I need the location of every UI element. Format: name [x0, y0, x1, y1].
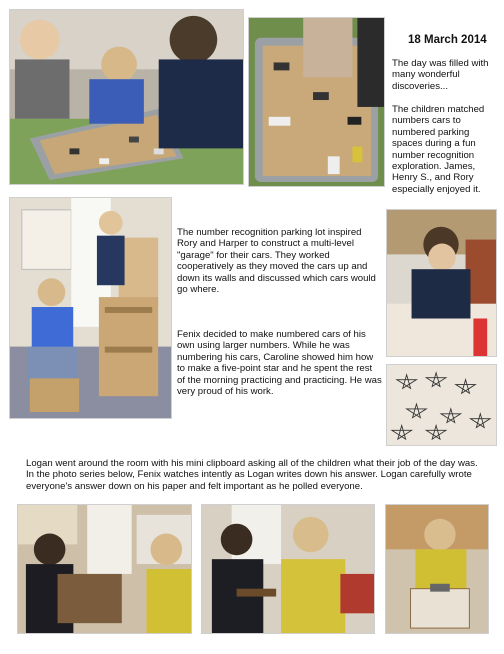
page-date: 18 March 2014 [408, 34, 487, 46]
photo-children-parking-tray [9, 9, 244, 185]
intro-paragraph: The day was filled with many wonderful discoveries... [392, 58, 489, 92]
matching-paragraph: The children matched numbers cars to numbered parking spaces during a fun number recognition exploration. James, Henry S., and Rory especially enjoyed it. [392, 104, 485, 195]
fenix-paragraph: Fenix decided to make numbered cars of his own using larger numbers. While he was numbering his cars, Caroline showed him how to make a five-point star and he spent the rest of the morning practicing and practicing. He was very proud of his work. [177, 329, 382, 398]
photo-logan-clipboard-1 [17, 504, 192, 634]
photo-parking-lot-closeup [248, 17, 385, 187]
photo-logan-clipboard-3 [385, 504, 489, 634]
photo-fenix-numbering-cars [386, 209, 497, 357]
logan-paragraph: Logan went around the room with his mini clipboard asking all of the children what their job of the day was. In the photo series below, Fenix watches intently as Logan writes down his answer. Logan carefully wrote everyone's answer down on his paper and felt important as he polled everyone. [26, 458, 478, 492]
garage-paragraph: The number recognition parking lot inspired Rory and Harper to construct a multi-level "garage" for their cars. They worked cooperatively as they moved the cars up and down its walls and discussed which cars would go where. [177, 227, 376, 296]
photo-star-drawings [386, 364, 497, 446]
photo-logan-clipboard-2 [201, 504, 375, 634]
photo-garage-construction [9, 197, 172, 419]
